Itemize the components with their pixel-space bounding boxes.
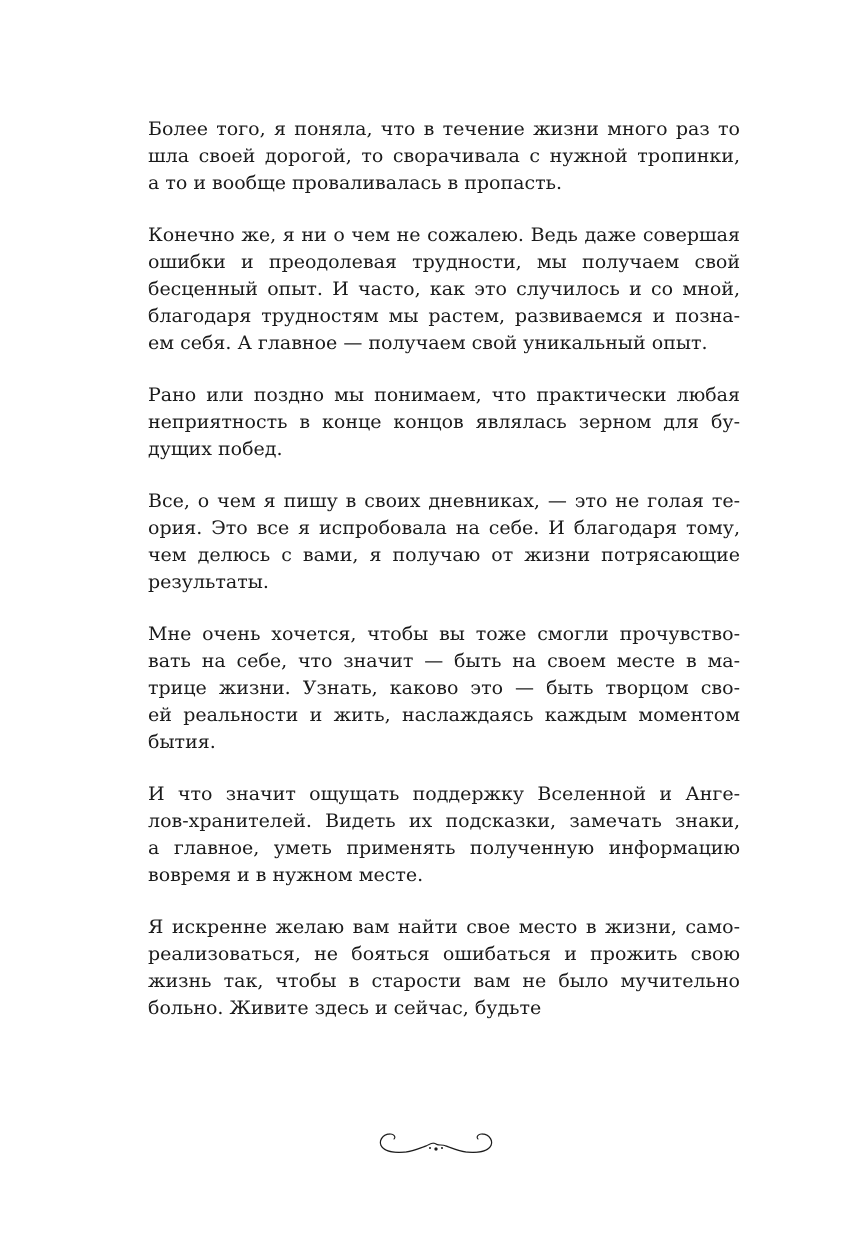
text-line: Рано или поздно мы понимаем, что практически любая [148,384,740,406]
text-line: вовремя и в нужном месте. [148,864,424,886]
text-line: шла своей дорогой, то сворачивала с нужной тропинки, [148,145,740,167]
text-line: ем себя. А главное — получаем свой уникальный опыт. [148,332,708,354]
paragraph-7 [148,914,740,1022]
text-line: больно. Живите здесь и сейчас, будьте [148,997,542,1019]
text-line: ория. Это все я испробовала на себе. И благодаря тому, [148,517,740,539]
text-line: Я искренне желаю вам найти свое место в жизни, само- [148,916,740,938]
paragraph-3 [148,382,740,463]
text-line: Мне очень хочется, чтобы вы тоже смогли прочувство- [148,623,740,645]
flourish-divider-icon [376,1122,496,1166]
text-line: а главное, уметь применять полученную информацию [148,837,740,859]
paragraph-1 [148,116,740,197]
text-line: Конечно же, я ни о чем не сожалею. Ведь даже совершая [148,224,740,246]
text-line: благодаря трудностям мы растем, развиваемся и позна- [148,305,740,327]
text-line: а то и вообще проваливалась в пропасть. [148,172,563,194]
paragraph-2 [148,222,740,357]
text-line: бесценный опыт. И часто, как это случилось и со мной, [148,278,740,300]
text-line: трице жизни. Узнать, каково это — быть творцом сво- [148,677,740,699]
text-line: Все, о чем я пишу в своих дневниках, — это не голая те- [148,490,740,512]
text-line: лов-хранителей. Видеть их подсказки, замечать знаки, [148,810,740,832]
text-line: жизнь так, чтобы в старости вам не было мучительно [148,970,740,992]
text-line: реализоваться, не бояться ошибаться и прожить свою [148,943,740,965]
text-line: бытия. [148,731,216,753]
text-line: результаты. [148,571,269,593]
text-line: ошибки и преодолевая трудности, мы получаем свой [148,251,740,273]
text-line: И что значит ощущать поддержку Вселенной и Анге- [148,783,740,805]
text-line: ей реальности и жить, наслаждаясь каждым моментом [148,704,740,726]
text-line: дущих побед. [148,438,283,460]
text-line: чем делюсь с вами, я получаю от жизни потрясающие [148,544,740,566]
text-line: неприятность в конце концов являлась зерном для бу- [148,411,740,433]
text-line: вать на себе, что значит — быть на своем месте в ма- [148,650,740,672]
text-line: Более того, я поняла, что в течение жизни много раз то [148,118,740,140]
paragraph-5 [148,621,740,756]
paragraph-6 [148,781,740,889]
paragraph-4 [148,488,740,596]
body-text [148,116,740,1047]
